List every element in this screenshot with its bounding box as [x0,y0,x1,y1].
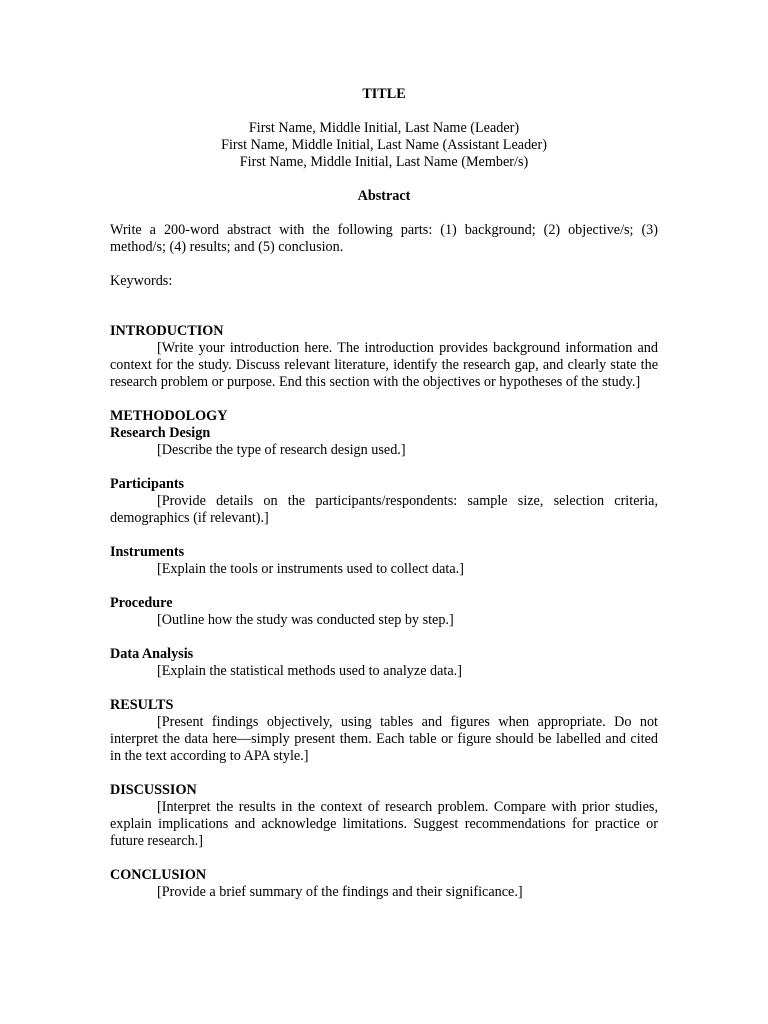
keywords-label: Keywords: [110,273,173,289]
abstract-heading: Abstract [357,188,411,204]
research-design-heading: Research Design [110,425,211,441]
document-body [110,86,658,901]
procedure-heading: Procedure [110,595,173,611]
author-line-leader: First Name, Middle Initial, Last Name (Leader) [248,120,520,136]
introduction-text: [Write your introduction here. The introduction provides background information and context for the study. Discuss relevant literature, identify the research gap, and clearly state the research problem or purpose. End this section with the objectives or hypotheses of the study.] [110,340,658,390]
research-design-text: [Describe the type of research design used.] [157,442,406,458]
conclusion-heading: CONCLUSION [110,867,207,883]
methodology-heading: METHODOLOGY [110,408,228,424]
instruments-text: [Explain the tools or instruments used to collect data.] [157,561,464,577]
instruments-heading: Instruments [110,544,185,560]
participants-heading: Participants [110,476,185,492]
data-analysis-text: [Explain the statistical methods used to analyze data.] [157,663,462,679]
results-heading: RESULTS [110,697,174,713]
author-line-members: First Name, Middle Initial, Last Name (Member/s) [239,154,529,170]
paper-title: TITLE [362,86,406,102]
introduction-heading: INTRODUCTION [110,323,224,339]
participants-text: [Provide details on the participants/respondents: sample size, selection criteria, demographics (if relevant).] [110,493,658,526]
procedure-text: [Outline how the study was conducted step by step.] [157,612,454,628]
author-line-assistant-leader: First Name, Middle Initial, Last Name (Assistant Leader) [221,137,547,153]
abstract-text: Write a 200-word abstract with the following parts: (1) background; (2) objective/s; (3) method/s; (4) results; and (5) conclusion. [110,222,658,255]
data-analysis-heading: Data Analysis [110,646,194,662]
conclusion-text: [Provide a brief summary of the findings and their significance.] [157,884,523,900]
discussion-text: [Interpret the results in the context of research problem. Compare with prior studies, explain implications and acknowledge limitations. Suggest recommendations for practice or future research.] [110,799,658,849]
results-text: [Present findings objectively, using tables and figures when appropriate. Do not interpret the data here—simply present them. Each table or figure should be labelled and cited in the text according to APA style.] [110,714,658,764]
discussion-heading: DISCUSSION [110,782,197,798]
